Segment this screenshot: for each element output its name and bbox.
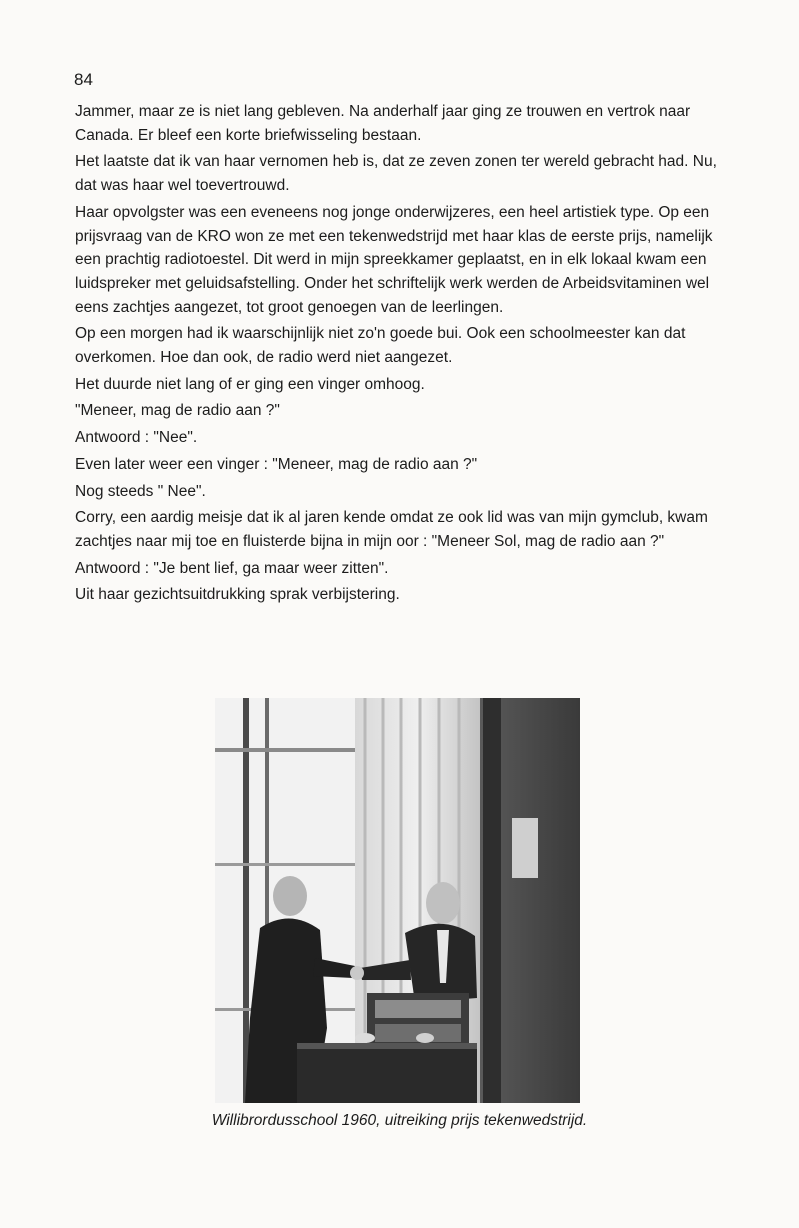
paragraph: Uit haar gezichtsuitdrukking sprak verbijstering. — [75, 586, 400, 604]
paragraph: Jammer, maar ze is niet lang gebleven. Na anderhalf jaar ging ze trouwen en vertrok naar Canada. Er bleef een korte briefwisseling bestaan. — [75, 103, 691, 144]
photograph — [215, 698, 580, 1103]
photo-caption: Willibrordusschool 1960, uitreiking prijs tekenwedstrijd. — [211, 1112, 588, 1129]
paragraph: Het laatste dat ik van haar vernomen heb is, dat ze zeven zonen ter wereld gebracht had. Nu, dat was haar wel toevertrouwd. — [75, 153, 717, 195]
body-text — [75, 100, 720, 610]
paragraph: Antwoord : "Je bent lief, ga maar weer zitten". — [75, 559, 389, 577]
paragraph: Corry, een aardig meisje dat ik al jaren kende omdat ze ook lid was van mijn gymclub, kwam zachtjes naar mij toe en fluisterde bijna in mijn oor : "Meneer Sol, mag de radio aan ?" — [75, 509, 708, 550]
page-number: 84 — [74, 70, 93, 89]
paragraph: Even later weer een vinger : "Meneer, mag de radio aan ?" — [75, 455, 478, 473]
paragraph: "Meneer, mag de radio aan ?" — [75, 402, 280, 420]
paragraph: Antwoord : "Nee". — [75, 429, 198, 447]
paragraph: Haar opvolgster was een eveneens nog jonge onderwijzeres, een heel artistiek type. Op een prijsvraag van de KRO won ze met een tekenwedstrijd met haar klas de eerste prijs, namelijk een prachtig radiotoestel. Dit werd in mijn spreekkamer geplaatst, en in elk lokaal kwam een luidspreker met geluidsafstelling. Onder het schriftelijk werk werden de Arbeidsvitaminen wel eens zachtjes aangezet, tot groot genoegen van de leerlingen. — [75, 203, 713, 316]
paragraph: Nog steeds " Nee". — [75, 482, 206, 500]
paragraph: Het duurde niet lang of er ging een vinger omhoog. — [75, 375, 425, 393]
paragraph: Op een morgen had ik waarschijnlijk niet zo'n goede bui. Ook een schoolmeester kan dat overkomen. Hoe dan ook, de radio werd niet aangezet. — [75, 325, 686, 367]
